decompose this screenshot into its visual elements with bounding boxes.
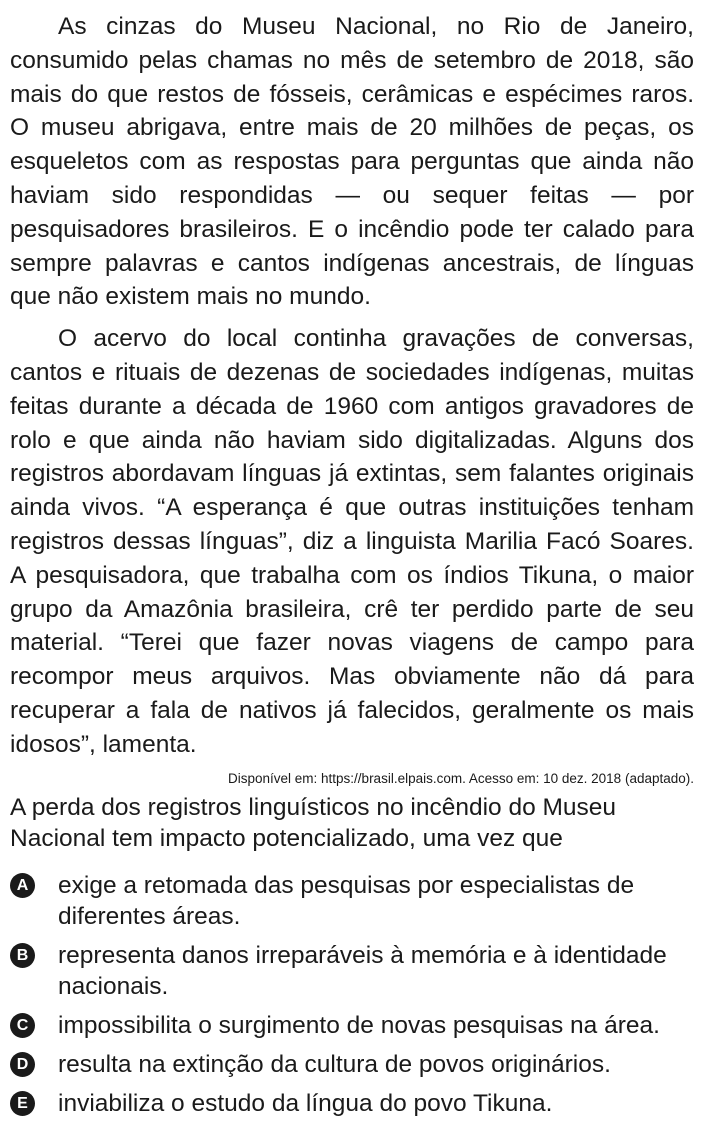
option-a-badge: A bbox=[10, 873, 35, 898]
option-d-badge: D bbox=[10, 1052, 35, 1077]
option-e-badge: E bbox=[10, 1091, 35, 1116]
answer-options bbox=[10, 870, 694, 1127]
option-d[interactable] bbox=[10, 1049, 694, 1080]
passage-paragraph-1: As cinzas do Museu Nacional, no Rio de Janeiro, consumido pelas chamas no mês de setembro de 2018, são mais do que restos de fósseis, cerâmicas e espécimes raros. O museu abrigava, entre mais de 20 milhões de peças, os esqueletos com as respostas para perguntas que ainda não haviam sido respondidas — ou sequer feitas — por pesquisadores brasileiros. E o incêndio pode ter calado para sempre palavras e cantos indígenas ancestrais, de línguas que não existem mais no mundo. bbox=[10, 13, 694, 311]
source-citation: Disponível em: https://brasil.elpais.com. Acesso em: 10 dez. 2018 (adaptado). bbox=[228, 770, 694, 786]
option-e-text: inviabiliza o estudo da língua do povo Tikuna. bbox=[58, 1090, 553, 1117]
option-c-badge: C bbox=[10, 1013, 35, 1038]
question-stem: A perda dos registros linguísticos no incêndio do Museu Nacional tem impacto potencializado, uma vez que bbox=[10, 794, 617, 852]
option-d-text: resulta na extinção da cultura de povos originários. bbox=[58, 1051, 611, 1078]
option-b[interactable] bbox=[10, 940, 694, 1002]
option-b-badge: B bbox=[10, 943, 35, 968]
option-a-text: exige a retomada das pesquisas por especialistas de diferentes áreas. bbox=[58, 872, 635, 930]
passage-paragraph-2: O acervo do local continha gravações de conversas, cantos e rituais de dezenas de sociedades indígenas, muitas feitas durante a década de 1960 com antigos gravadores de rolo e que ainda não haviam sido digitalizadas. Alguns dos registros abordavam línguas já extintas, sem falantes originais ainda vivos. “A esperança é que outras instituições tenham registros dessas línguas”, diz a linguista Marilia Facó Soares. A pesquisadora, que trabalha com os índios Tikuna, o maior grupo da Amazônia brasileira, crê ter perdido parte de seu material. “Terei que fazer novas viagens de campo para recompor meus arquivos. Mas obviamente não dá para recuperar a fala de nativos já falecidos, geralmente os mais idosos”, lamenta. bbox=[10, 325, 694, 758]
option-a[interactable] bbox=[10, 870, 694, 932]
option-e[interactable] bbox=[10, 1088, 694, 1119]
option-b-text: representa danos irreparáveis à memória e à identidade nacionais. bbox=[58, 942, 667, 1000]
passage bbox=[10, 10, 694, 788]
option-c[interactable] bbox=[10, 1010, 694, 1041]
option-c-text: impossibilita o surgimento de novas pesquisas na área. bbox=[58, 1012, 660, 1039]
